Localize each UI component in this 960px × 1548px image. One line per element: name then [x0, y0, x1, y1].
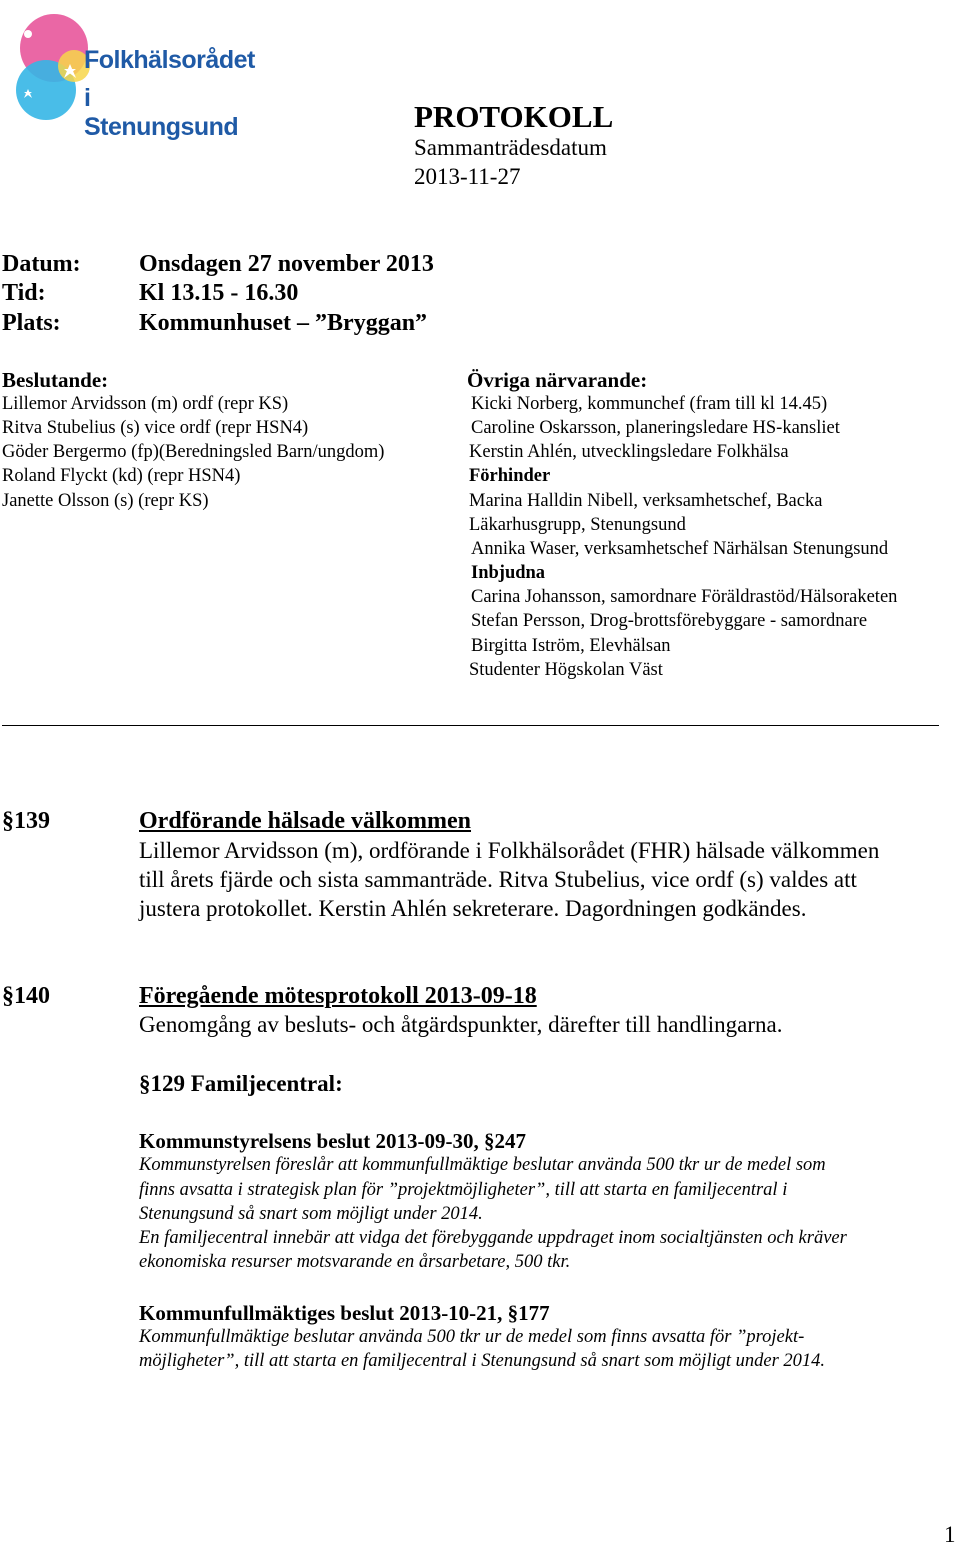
decision-line: En familjecentral innebär att vidga det förebyggande uppdraget inom socialtjänsten och kräver: [139, 1228, 847, 1248]
plats-value: Kommunhuset – ”Bryggan”: [139, 310, 428, 336]
decision-title: Kommunfullmäktiges beslut 2013-10-21, §177: [139, 1301, 550, 1325]
forhinder-line: Läkarhusgrupp, Stenungsund: [469, 515, 686, 535]
section-number: §139: [2, 808, 50, 834]
member-line: Roland Flyckt (kd) (repr HSN4): [2, 466, 241, 486]
present-line: Caroline Oskarsson, planeringsledare HS-kansliet: [471, 418, 840, 438]
section-number: §140: [2, 983, 50, 1009]
datum-label: Datum:: [2, 251, 81, 277]
present-line: Kerstin Ahlén, utvecklingsledare Folkhälsa: [469, 442, 789, 462]
page-number: 1: [944, 1522, 956, 1547]
plats-label: Plats:: [2, 310, 61, 336]
document-title: PROTOKOLL: [414, 99, 614, 134]
decision-line: Kommunstyrelsen föreslår att kommunfullmäktige beslutar använda 500 tkr ur de medel som: [139, 1155, 826, 1175]
decision-title: Kommunstyrelsens beslut 2013-09-30, §247: [139, 1129, 526, 1153]
decision-line: ekonomiska resurser motsvarande en årsarbetare, 500 tkr.: [139, 1252, 571, 1272]
organization-logo: [4, 8, 255, 141]
horizontal-divider: [2, 725, 939, 726]
inbjudna-line: Stefan Persson, Drog-brottsförebyggare - samordnare: [471, 611, 868, 631]
forhinder-line: Marina Halldin Nibell, verksamhetschef, Backa: [469, 491, 823, 511]
forhinder-heading: Förhinder: [469, 466, 551, 486]
member-line: Göder Bergermo (fp)(Beredningsled Barn/ungdom): [2, 442, 385, 462]
body-line: justera protokollet. Kerstin Ahlén sekreterare. Dagordningen godkändes.: [139, 896, 807, 921]
present-line: Kicki Norberg, kommunchef (fram till kl 14.45): [471, 394, 828, 414]
member-line: Lillemor Arvidsson (m) ordf (repr KS): [2, 394, 289, 414]
section-title: Föregående mötesprotokoll 2013-09-18: [139, 983, 537, 1009]
decision-line: Stenungsund så snart som möjligt under 2014.: [139, 1204, 483, 1224]
subsection-title: §129 Familjecentral:: [139, 1071, 343, 1096]
meeting-date: 2013-11-27: [414, 164, 521, 189]
ovriga-heading: Övriga närvarande:: [467, 368, 648, 392]
inbjudna-line: Birgitta Iström, Elevhälsan: [471, 636, 671, 656]
decision-line: möjligheter”, till att starta en familjecentral i Stenungsund så snart som möjligt under 2014.: [139, 1351, 826, 1371]
decision-line: Kommunfullmäktige beslutar använda 500 tkr ur de medel som finns avsatta för ”projekt-: [139, 1327, 805, 1347]
datum-value: Onsdagen 27 november 2013: [139, 251, 434, 277]
tid-label: Tid:: [2, 280, 46, 306]
document-subtitle: Sammanträdesdatum: [414, 135, 607, 160]
beslutande-heading: Beslutande:: [2, 368, 109, 392]
inbjudna-heading: Inbjudna: [471, 563, 546, 583]
section-title: Ordförande hälsade välkommen: [139, 808, 472, 834]
logo-text-line2: i Stenungsund: [84, 84, 239, 141]
body-line: Lillemor Arvidsson (m), ordförande i Folkhälsorådet (FHR) hälsade välkommen: [139, 838, 880, 863]
member-line: Ritva Stubelius (s) vice ordf (repr HSN4): [2, 418, 309, 438]
body-line: Genomgång av besluts- och åtgärdspunkter, därefter till handlingarna.: [139, 1012, 783, 1037]
logo-text-line1: Folkhälsorådet: [84, 46, 255, 74]
inbjudna-line: Carina Johansson, samordnare Föräldrastöd/Hälsoraketen: [471, 587, 898, 607]
decision-line: finns avsatta i strategisk plan för ”projektmöjligheter”, till att starta en familjecentral i: [139, 1180, 788, 1200]
forhinder-line: Annika Waser, verksamhetschef Närhälsan Stenungsund: [471, 539, 889, 559]
member-line: Janette Olsson (s) (repr KS): [2, 491, 209, 511]
tid-value: Kl 13.15 - 16.30: [139, 280, 299, 306]
inbjudna-line: Studenter Högskolan Väst: [469, 660, 663, 680]
body-line: till årets fjärde och sista sammanträde. Ritva Stubelius, vice ordf (s) valdes att: [139, 867, 857, 892]
